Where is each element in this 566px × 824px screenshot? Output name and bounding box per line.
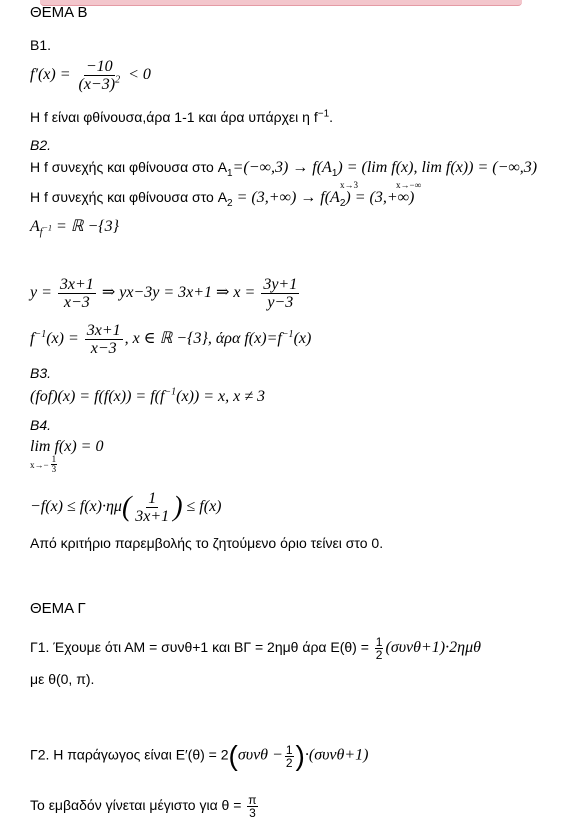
continuity-a2-result: ) = (3,+∞) — [345, 189, 415, 206]
derivative-equation — [30, 58, 151, 93]
denominator-base: (x−3) — [78, 76, 116, 93]
section-b-heading: ΘΕΜΑ Β — [30, 4, 88, 21]
b1-label: B1. — [30, 37, 52, 53]
inverse-arg: (x) = — [46, 330, 79, 348]
left-paren-icon: ( — [121, 491, 132, 523]
continuity-a2 — [30, 188, 414, 207]
limit-expression — [30, 438, 103, 456]
solve-mid: ⇒ yx−3y = 3x+1 ⇒ x = — [101, 284, 256, 302]
g1-range: με θ(0, π). — [30, 671, 95, 687]
g3-fraction — [247, 794, 257, 819]
continuity-a1-math: =(−∞,3) → f(A — [232, 159, 332, 176]
denominator-exponent: 2 — [115, 74, 121, 86]
solve-num2: 3y+1 — [263, 276, 298, 293]
inequality — [30, 490, 222, 525]
limit-subscript — [30, 455, 59, 474]
ineq-num: 1 — [148, 490, 157, 507]
solve-for-x — [30, 276, 301, 311]
compose-text: (fof)(x) = f(f(x)) = f(f — [30, 388, 165, 405]
g1-fraction — [375, 636, 384, 661]
g2-right-paren-icon: ) — [295, 740, 305, 771]
domain-symbol: A — [30, 218, 40, 235]
continuity-a1 — [30, 158, 537, 177]
g2-num: 1 — [285, 742, 293, 757]
solve-y: y = — [30, 284, 52, 302]
b4-label: B4. — [30, 417, 52, 433]
inverse-rhs-exp: −1 — [281, 328, 294, 340]
solve-den1: x−3 — [63, 294, 90, 311]
inverse-rhs: , x ∈ ℝ −{3}, άρα f(x)=f — [124, 330, 282, 348]
right-paren-icon: ) — [173, 491, 183, 523]
lim-under-1: x→3 — [340, 180, 358, 190]
derivative-rhs: < 0 — [128, 66, 151, 84]
b3-label: B3. — [30, 365, 52, 381]
b2-label: B2. — [30, 137, 52, 153]
a1-subscript: 1 — [227, 167, 233, 179]
lim-under-2: x→−∞ — [396, 180, 421, 190]
limit-under-fraction — [51, 455, 58, 474]
inverse-f-exp: −1 — [34, 328, 47, 340]
solve-num1: 3x+1 — [59, 276, 94, 293]
ineq-fraction — [133, 490, 171, 525]
ineq-lhs: −f(x) ≤ f(x)·ημ — [30, 498, 122, 516]
continuity-a1-text: Η f συνεχής και φθίνουσα στο A — [30, 159, 228, 175]
inverse-num: 3x+1 — [86, 322, 121, 339]
compose-exp: −1 — [164, 386, 177, 398]
g2-inner: συνθ − — [237, 746, 283, 764]
statement-one-to-one: Η f είναι φθίνουσα,άρα 1-1 και άρα υπάρχει η $f^{-1}$. — [30, 108, 334, 125]
continuity-a1-limits: ) = (lim f(x), lim f(x)) = (−∞,3) — [337, 159, 538, 176]
inverse-function — [30, 322, 311, 357]
a2-subscript-2: 2 — [339, 197, 346, 209]
a1-subscript-2: 1 — [331, 167, 338, 179]
g1-den: 2 — [375, 648, 383, 662]
section-g-heading: ΘΕΜΑ Γ — [30, 600, 86, 617]
g1-num: 1 — [375, 635, 383, 649]
g2-fraction — [285, 744, 294, 769]
derivative-numerator: −10 — [85, 58, 113, 75]
g1-line — [30, 636, 481, 661]
ineq-den: 3x+1 — [135, 508, 170, 525]
domain-sub-exp: −1 — [42, 223, 52, 233]
g3-den: 3 — [249, 806, 256, 820]
inverse-domain — [30, 218, 120, 239]
inverse-rhs-end: (x) — [293, 330, 312, 348]
derivative-fraction — [77, 58, 123, 93]
limit-under-arrow: x→− — [30, 459, 49, 470]
g2-den: 2 — [285, 755, 293, 770]
g3-num: π — [248, 793, 257, 807]
conclusion: Από κριτήριο παρεμβολής το ζητούμενο όριο τείνει στο 0. — [30, 535, 384, 551]
limit-rhs: f(x) = 0 — [54, 438, 104, 455]
limit-under-num: 1 — [51, 454, 57, 464]
g2-end: ·(συνθ+1) — [304, 746, 369, 764]
domain-rhs: = ℝ −{3} — [51, 218, 120, 235]
g2-text: Γ2. Η παράγωγος είναι Ε′(θ) = 2 — [30, 746, 229, 763]
top-scrollbar-strip — [40, 0, 522, 6]
statement-text: Η f είναι φθίνουσα,άρα 1-1 και άρα υπάρχει η f — [30, 109, 318, 125]
continuity-a2-math: = (3,+∞) → f(A — [232, 189, 340, 206]
inverse-f: f — [30, 330, 35, 348]
g3-line — [30, 794, 260, 819]
domain-sub-f: f — [39, 227, 43, 239]
solve-fraction-1 — [58, 276, 96, 311]
continuity-a2-text: Η f συνεχής και φθίνουσα στο A — [30, 189, 228, 205]
inverse-den: x−3 — [90, 340, 117, 357]
derivative-lhs: f′(x) = — [30, 66, 71, 84]
solve-den2: y−3 — [267, 294, 294, 311]
compose-end: (x)) = x, x ≠ 3 — [176, 388, 266, 405]
inverse-exponent: −1 — [317, 108, 330, 120]
g1-end: (συνθ+1)·2ημθ — [385, 639, 481, 657]
domain-subscript — [39, 223, 52, 239]
ineq-rhs: ≤ f(x) — [186, 498, 222, 516]
g2-left-paren-icon: ( — [228, 740, 238, 771]
composition — [30, 388, 265, 406]
inverse-fraction — [85, 322, 123, 357]
a2-subscript: 2 — [227, 197, 233, 209]
g1-text: Γ1. Έχουμε ότι ΑΜ = συνθ+1 και ΒΓ = 2ημθ άρα Ε(θ) = — [30, 639, 369, 656]
g2-line — [30, 742, 369, 770]
limit-under-den: 3 — [51, 464, 57, 474]
solve-fraction-2 — [261, 276, 299, 311]
limit-lim: lim — [30, 438, 51, 455]
g3-text: Το εμβαδόν γίνεται μέγιστο για θ = — [30, 797, 242, 814]
derivative-denominator — [77, 76, 123, 93]
